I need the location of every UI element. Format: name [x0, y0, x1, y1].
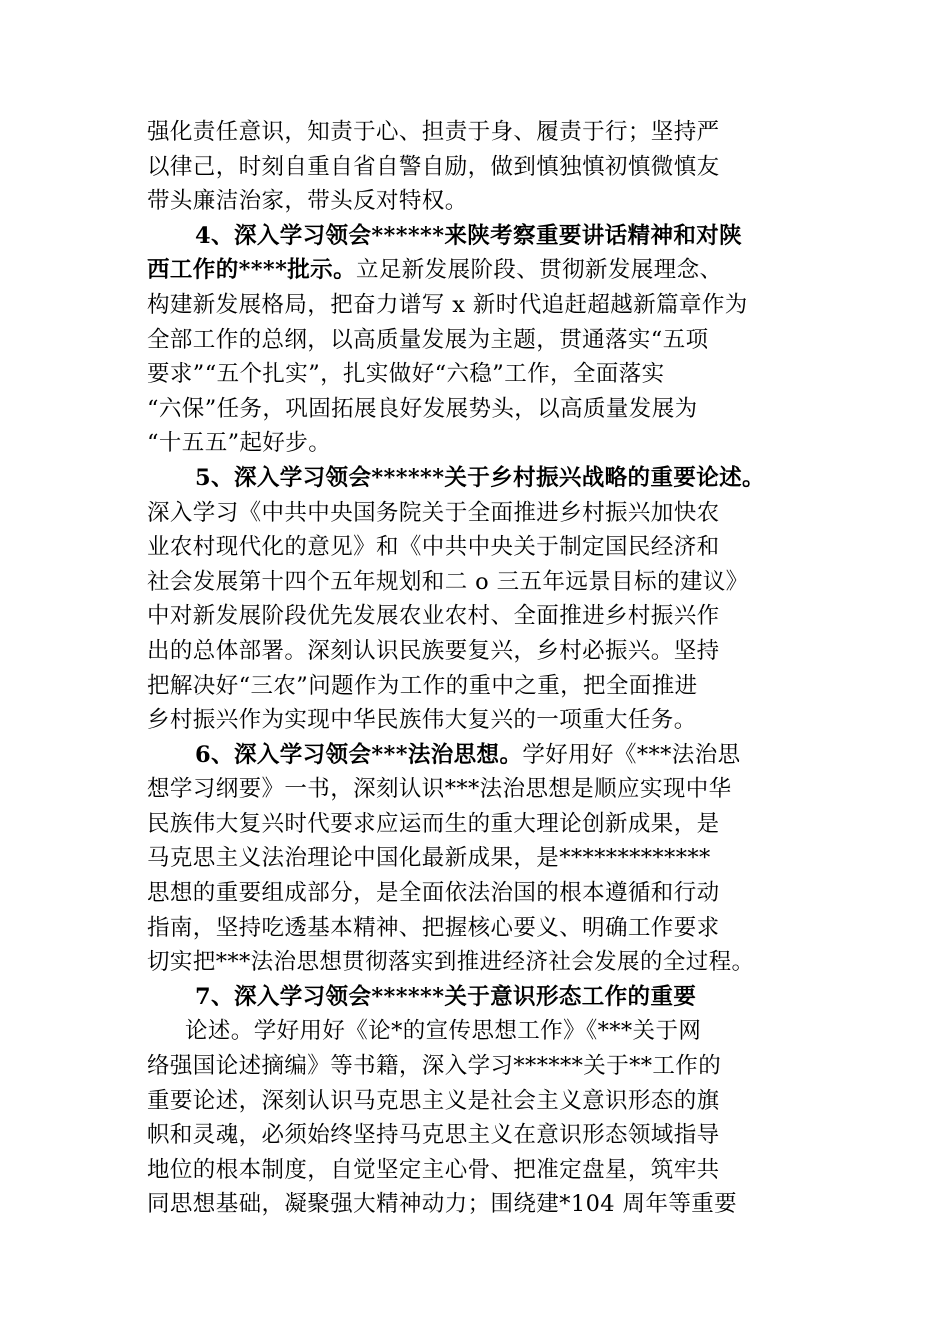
body-text-span: 民族伟大复兴时代要求应运而生的重大理论创新成果，是	[147, 810, 720, 837]
body-text-span: 学好用好《***法治思	[522, 741, 741, 768]
body-text-span: 全部工作的总纲，以高质量发展为主题，贯通落实“五项	[147, 326, 709, 353]
body-text-span: 把解决好“三农”问题作为工作的重中之重，把全面推进	[147, 672, 698, 699]
text-line	[147, 841, 807, 876]
text-line	[147, 738, 807, 773]
text-line	[147, 288, 807, 323]
bold-heading-text: 4、深入学习领会******来陕考察重要讲话精神和对陕	[195, 222, 743, 249]
text-line	[147, 1118, 807, 1153]
text-line	[147, 219, 807, 254]
text-line	[147, 911, 807, 946]
body-text-span: “十五五”起好步。	[147, 430, 332, 457]
body-text-span: 带头廉洁治家，带头反对特权。	[147, 188, 468, 215]
body-text-span: 论述。学好用好《论*的宣传思想工作》《***关于网	[185, 1018, 702, 1045]
text-line	[147, 1153, 807, 1188]
body-text-span: 乡村振兴作为实现中华民族伟大复兴的一项重大任务。	[147, 707, 697, 734]
body-text-span: 帜和灵魂，必须始终坚持马克思主义在意识形态领域指导	[147, 1122, 720, 1149]
text-line	[147, 357, 807, 392]
text-line	[147, 1049, 807, 1084]
text-line	[147, 876, 807, 911]
text-line	[147, 703, 807, 738]
text-line	[147, 945, 807, 980]
body-text-span: 强化责任意识，知责于心、担责于身、履责于行；坚持严	[147, 119, 720, 145]
bold-heading-text: 西工作的****批示。	[147, 257, 356, 284]
text-line	[147, 115, 807, 150]
text-line	[147, 599, 807, 634]
body-text-span: 构建新发展格局，把奋力谱写 x 新时代追赶超越新篇章作为	[147, 291, 748, 318]
body-text-span: 络强国论述摘编》等书籍，深入学习******关于**工作的	[147, 1053, 722, 1080]
body-text-span: 马克思主义法治理论中国化最新成果，是*************	[147, 845, 711, 872]
body-text-span: 思想的重要组成部分，是全面依法治国的根本遵循和行动	[147, 880, 720, 907]
body-text-span: 要求”“五个扎实”，扎实做好“六稳”工作，全面落实	[147, 361, 665, 388]
text-line	[147, 426, 807, 461]
body-text-span: 同思想基础，凝聚强大精神动力；围绕建*104 周年等重要	[147, 1191, 738, 1218]
body-text-span: 切实把***法治思想贯彻落实到推进经济社会发展的全过程。	[147, 949, 755, 976]
text-line	[147, 1014, 807, 1049]
text-line	[147, 772, 807, 807]
body-text-span: 立足新发展阶段、贯彻新发展理念、	[355, 257, 723, 284]
body-text-span: 中对新发展阶段优先发展农业农村、全面推进乡村振兴作	[147, 603, 720, 630]
text-line	[147, 565, 807, 600]
text-line	[147, 392, 807, 427]
body-text-span: 出的总体部署。深刻认识民族要复兴，乡村必振兴。坚持	[147, 637, 720, 664]
text-line	[147, 253, 807, 288]
text-line	[147, 150, 807, 185]
bold-heading-text: 6、深入学习领会***法治思想。	[195, 741, 523, 768]
body-text-span: 重要论述，深刻认识马克思主义是社会主义意识形态的旗	[147, 1087, 720, 1114]
text-line	[147, 669, 807, 704]
body-text-span: 以律己，时刻自重自省自警自励，做到慎独慎初慎微慎友	[147, 153, 720, 180]
text-line	[147, 184, 807, 219]
body-text-span: 想学习纲要》一书，深刻认识***法治思想是顺应实现中华	[147, 776, 732, 803]
text-line	[147, 1084, 807, 1119]
body-text-span: 社会发展第十四个五年规划和二 o 三五年远景目标的建议》	[147, 568, 749, 595]
body-text-span: 深入学习《中共中央国务院关于全面推进乡村振兴加快农	[147, 499, 720, 526]
body-text-span: “六保”任务，巩固拓展良好发展势头，以高质量发展为	[147, 395, 698, 422]
text-line	[147, 807, 807, 842]
text-line	[147, 1187, 807, 1222]
bold-heading-text: 5、深入学习领会******关于乡村振兴战略的重要论述。	[195, 464, 765, 491]
body-text	[147, 115, 807, 1222]
body-text-span: 地位的根本制度，自觉坚定主心骨、把准定盘星，筑牢共	[147, 1156, 720, 1183]
text-line	[147, 496, 807, 531]
text-line	[147, 530, 807, 565]
text-line	[147, 323, 807, 358]
body-text-span: 指南，坚持吃透基本精神、把握核心要义、明确工作要求	[147, 914, 720, 941]
text-line	[147, 980, 807, 1015]
text-line	[147, 461, 807, 496]
body-text-span: 业农村现代化的意见》和《中共中央关于制定国民经济和	[147, 534, 720, 561]
text-line	[147, 634, 807, 669]
bold-heading-text: 7、深入学习领会******关于意识形态工作的重要	[195, 983, 697, 1010]
